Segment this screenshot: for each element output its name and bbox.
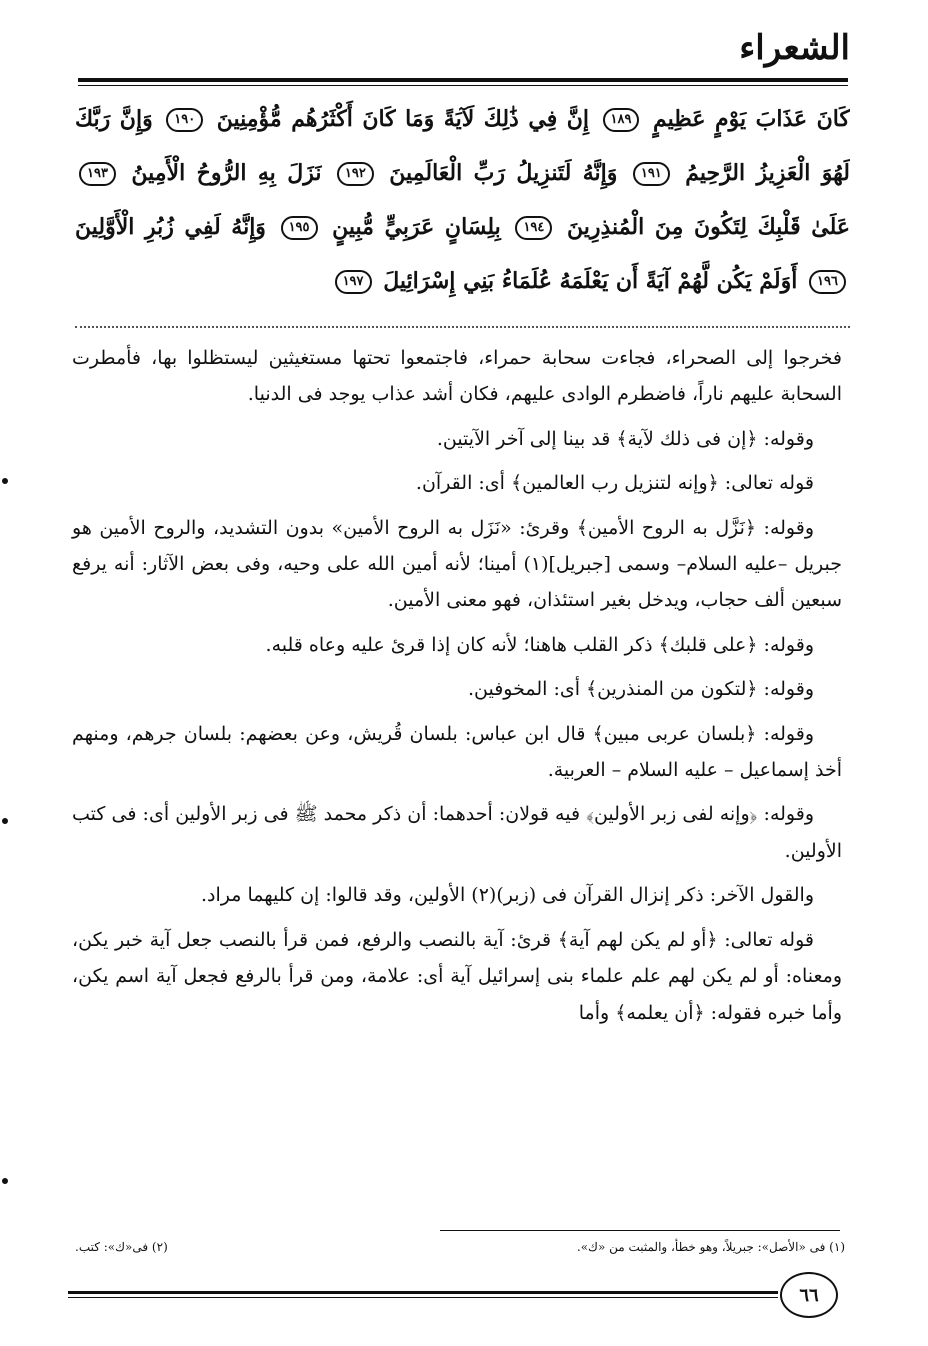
verse-number: ١٩٦ <box>809 270 846 294</box>
bottom-rule-thin <box>68 1297 778 1298</box>
verse-text: وَإِنَّهُ لَتَنزِيلُ رَبِّ الْعَالَمِينَ <box>389 160 618 186</box>
commentary-paragraph: وقوله: ﴿إن فى ذلك لآية﴾ قد بينا إلى آخر الآيتين. <box>436 427 814 450</box>
commentary-paragraph: وقوله: ﴿لتكون من المنذرين﴾ أى: المخوفين. <box>467 678 814 701</box>
verse-line <box>75 92 850 146</box>
commentary-paragraph: والقول الآخر: ذكر إنزال القرآن فى (زبر)(٢) الأولين، وقد قالوا: إن كليهما مراد. <box>200 884 814 907</box>
verse-text: لَهُوَ الْعَزِيزُ الرَّحِيمُ <box>685 160 850 186</box>
verse-text: وَإِنَّهُ لَفِي زُبُرِ الْأَوَّلِينَ <box>75 214 266 240</box>
commentary-paragraph: قوله تعالى: ﴿أو لم يكن لهم آية﴾ قرئ: آية بالنصب والرفع، فمن قرأ بالنصب جعل آية خبر يكن، ومعناه: أو لم يكن لهم علم علماء بنى إسرائيل آية أى: علامة، ومن قرأ بالرفع فجعل آية اسم يكن، وأما خبره فقوله: ﴿أن يعلمه﴾ وأما <box>72 928 842 1024</box>
surah-title: الشعراء <box>739 28 850 68</box>
margin-mark <box>2 1178 8 1184</box>
verse-number: ١٩٥ <box>281 216 318 240</box>
margin-mark <box>2 818 8 824</box>
commentary-text <box>72 340 842 1039</box>
verse-text: أَوَلَمْ يَكُن لَّهُمْ آيَةً أَن يَعْلَمَهُ عُلَمَاءُ بَنِي إِسْرَائِيلَ <box>383 268 798 294</box>
verse-number: ١٩٤ <box>515 216 552 240</box>
footnote-2: (٢) فى«ك»: كتب. <box>75 1240 168 1254</box>
verse-text: نَزَلَ بِهِ الرُّوحُ الْأَمِينُ <box>131 160 322 186</box>
verse-text: كَانَ عَذَابَ يَوْمٍ عَظِيمٍ <box>653 106 850 132</box>
footnote-1: (١) فى «الأصل»: جبريلاً، وهو خطأ، والمثبت من «ك». <box>576 1240 845 1254</box>
verse-number: ١٩١ <box>633 162 670 186</box>
verse-text: بِلِسَانٍ عَرَبِيٍّ مُّبِينٍ <box>332 214 501 240</box>
commentary-paragraph: فخرجوا إلى الصحراء، فجاءت سحابة حمراء، فاجتمعوا تحتها مستغيثين ليستظلوا بها، فأمطرت السحابة عليهم ناراً، فاضطرم الوادى عليهم، فكان أشد عذاب يوجد فى الدنيا. <box>72 347 842 406</box>
verse-number: ١٩٢ <box>337 162 374 186</box>
footnote-rule <box>440 1230 840 1231</box>
page-number: ٦٦ <box>780 1272 838 1318</box>
verse-line <box>75 146 850 200</box>
commentary-paragraph: وقوله: ﴿نَزَّل به الروح الأمين﴾ وقرئ: «نَزَل به الروح الأمين» بدون التشديد، والروح الأمين هو جبريل –عليه السلام– وسمى [جبريل](١) أمينا؛ لأنه أمين الله على وحيه، وفى بعض الآثار: أنه يرفع سبعين ألف حجاب، ويدخل بغير استئذان، فهو معنى الأمين. <box>72 516 842 612</box>
verse-number: ١٩٠ <box>166 108 203 132</box>
commentary-paragraph: وقوله: ﴿على قلبك﴾ ذكر القلب هاهنا؛ لأنه كان إذا قرئ عليه وعاه قلبه. <box>265 633 814 656</box>
bottom-rule <box>68 1291 778 1294</box>
margin-mark <box>2 478 8 484</box>
verses-separator <box>75 326 850 328</box>
verse-text: إِنَّ فِي ذَٰلِكَ لَآيَةً وَمَا كَانَ أَكْثَرُهُم مُّؤْمِنِينَ <box>216 106 589 132</box>
verse-text: عَلَىٰ قَلْبِكَ لِتَكُونَ مِنَ الْمُنذِرِينَ <box>567 214 850 240</box>
verse-line <box>75 254 850 308</box>
verse-number: ١٩٣ <box>79 162 116 186</box>
verse-text: وَإِنَّ رَبَّكَ <box>75 106 153 132</box>
verse-line <box>75 200 850 254</box>
header-rule-thin <box>78 85 848 86</box>
commentary-paragraph: وقوله: ﴿وإنه لفى زبر الأولين﴾ فيه قولان: أحدهما: أن ذكر محمد ﷺ فى زبر الأولين أى: فى كتب الأولين. <box>72 803 842 862</box>
header-rule <box>78 78 848 82</box>
commentary-paragraph: قوله تعالى: ﴿وإنه لتنزيل رب العالمين﴾ أى: القرآن. <box>415 472 814 495</box>
quran-verses <box>75 92 850 308</box>
commentary-paragraph: وقوله: ﴿بلسان عربى مبين﴾ قال ابن عباس: بلسان قُريش، وعن بعضهم: بلسان جرهم، ومنهم أخذ إسماعيل – عليه السلام – العربية. <box>72 722 842 782</box>
verse-number: ١٩٧ <box>335 270 372 294</box>
verse-number: ١٨٩ <box>603 108 640 132</box>
